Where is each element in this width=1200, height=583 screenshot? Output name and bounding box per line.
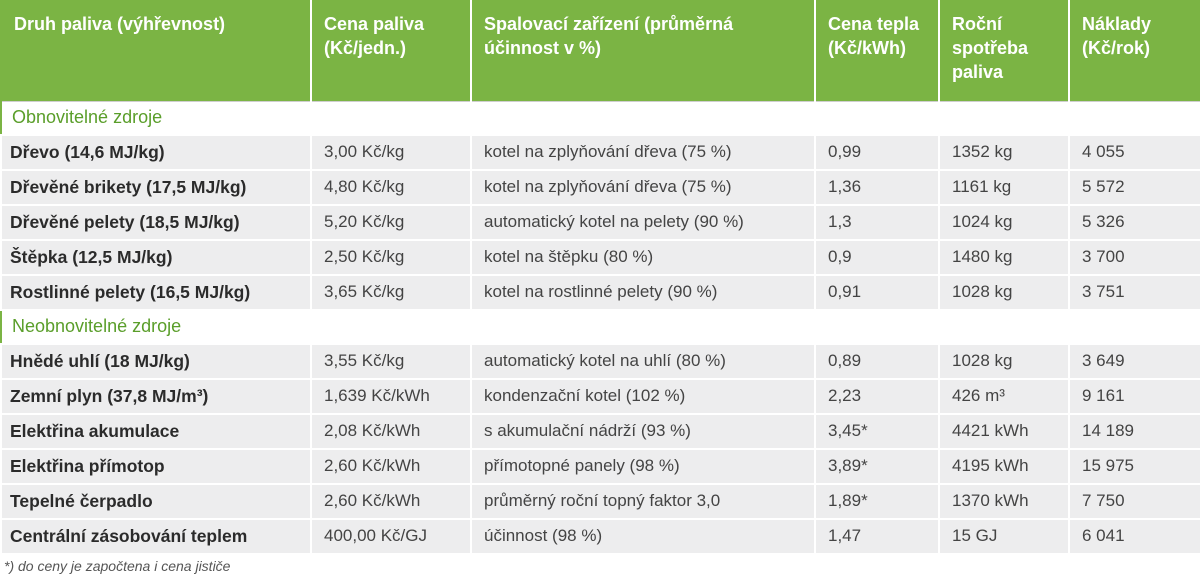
section-title: Obnovitelné zdroje <box>1 101 1200 135</box>
cell-price: 2,08 Kč/kWh <box>311 414 471 449</box>
header-heat-price: Cena tepla (Kč/kWh) <box>815 1 939 101</box>
cell-cost: 14 189 <box>1069 414 1200 449</box>
cell-consumption: 1161 kg <box>939 170 1069 205</box>
cell-device: automatický kotel na pelety (90 %) <box>471 205 815 240</box>
cell-consumption: 1028 kg <box>939 344 1069 379</box>
cell-fuel: Dřevěné brikety (17,5 MJ/kg) <box>1 170 311 205</box>
cell-fuel: Dřevo (14,6 MJ/kg) <box>1 135 311 170</box>
cell-cost: 5 572 <box>1069 170 1200 205</box>
header-cost: Náklady (Kč/rok) <box>1069 1 1200 101</box>
cell-price: 5,20 Kč/kg <box>311 205 471 240</box>
cell-cost: 5 326 <box>1069 205 1200 240</box>
cell-price: 2,50 Kč/kg <box>311 240 471 275</box>
table-row <box>1 275 1200 310</box>
table-row <box>1 205 1200 240</box>
cell-price: 1,639 Kč/kWh <box>311 379 471 414</box>
cell-device: účinnost (98 %) <box>471 519 815 554</box>
cell-fuel: Elektřina akumulace <box>1 414 311 449</box>
cell-consumption: 1024 kg <box>939 205 1069 240</box>
cell-cost: 3 751 <box>1069 275 1200 310</box>
cell-heat-price: 0,99 <box>815 135 939 170</box>
cell-cost: 3 700 <box>1069 240 1200 275</box>
cell-device: přímotopné panely (98 %) <box>471 449 815 484</box>
cell-consumption: 1028 kg <box>939 275 1069 310</box>
cell-device: automatický kotel na uhlí (80 %) <box>471 344 815 379</box>
table-row <box>1 449 1200 484</box>
header-price: Cena paliva (Kč/jedn.) <box>311 1 471 101</box>
cell-fuel: Elektřina přímotop <box>1 449 311 484</box>
cell-fuel: Hnědé uhlí (18 MJ/kg) <box>1 344 311 379</box>
cell-cost: 3 649 <box>1069 344 1200 379</box>
cell-price: 2,60 Kč/kWh <box>311 484 471 519</box>
table-row <box>1 344 1200 379</box>
cell-fuel: Dřevěné pelety (18,5 MJ/kg) <box>1 205 311 240</box>
table-row <box>1 414 1200 449</box>
table-header <box>1 1 1200 101</box>
cell-cost: 9 161 <box>1069 379 1200 414</box>
cell-heat-price: 1,36 <box>815 170 939 205</box>
header-fuel: Druh paliva (výhřevnost) <box>1 1 311 101</box>
section-title: Neobnovitelné zdroje <box>1 310 1200 344</box>
cell-consumption: 1480 kg <box>939 240 1069 275</box>
cell-fuel: Tepelné čerpadlo <box>1 484 311 519</box>
cell-consumption: 426 m³ <box>939 379 1069 414</box>
cell-consumption: 4195 kWh <box>939 449 1069 484</box>
cell-device: kotel na rostlinné pelety (90 %) <box>471 275 815 310</box>
table-row <box>1 379 1200 414</box>
table-row <box>1 519 1200 554</box>
cell-cost: 4 055 <box>1069 135 1200 170</box>
cell-fuel: Štěpka (12,5 MJ/kg) <box>1 240 311 275</box>
table-row <box>1 240 1200 275</box>
cell-consumption: 1352 kg <box>939 135 1069 170</box>
cell-heat-price: 0,89 <box>815 344 939 379</box>
cell-heat-price: 2,23 <box>815 379 939 414</box>
cell-cost: 15 975 <box>1069 449 1200 484</box>
cell-fuel: Centrální zásobování teplem <box>1 519 311 554</box>
cell-heat-price: 3,89* <box>815 449 939 484</box>
cell-price: 3,55 Kč/kg <box>311 344 471 379</box>
cell-heat-price: 0,91 <box>815 275 939 310</box>
cell-price: 2,60 Kč/kWh <box>311 449 471 484</box>
cell-heat-price: 0,9 <box>815 240 939 275</box>
table-row <box>1 170 1200 205</box>
header-device: Spalovací zařízení (průměrná účinnost v %) <box>471 1 815 101</box>
cell-fuel: Rostlinné pelety (16,5 MJ/kg) <box>1 275 311 310</box>
table-row <box>1 135 1200 170</box>
cell-device: kondenzační kotel (102 %) <box>471 379 815 414</box>
cell-price: 3,65 Kč/kg <box>311 275 471 310</box>
cell-device: průměrný roční topný faktor 3,0 <box>471 484 815 519</box>
cell-heat-price: 1,3 <box>815 205 939 240</box>
cell-device: kotel na zplyňování dřeva (75 %) <box>471 170 815 205</box>
header-row <box>1 1 1200 101</box>
cell-consumption: 1370 kWh <box>939 484 1069 519</box>
cell-consumption: 15 GJ <box>939 519 1069 554</box>
cell-price: 4,80 Kč/kg <box>311 170 471 205</box>
cell-device: s akumulační nádrží (93 %) <box>471 414 815 449</box>
section-row <box>1 310 1200 344</box>
cell-heat-price: 3,45* <box>815 414 939 449</box>
cell-price: 3,00 Kč/kg <box>311 135 471 170</box>
cell-cost: 6 041 <box>1069 519 1200 554</box>
cell-price: 400,00 Kč/GJ <box>311 519 471 554</box>
footnote: *) do ceny je započtena i cena jističe <box>4 558 231 574</box>
cell-consumption: 4421 kWh <box>939 414 1069 449</box>
cell-cost: 7 750 <box>1069 484 1200 519</box>
table-body <box>1 101 1200 554</box>
section-row <box>1 101 1200 135</box>
cell-device: kotel na štěpku (80 %) <box>471 240 815 275</box>
header-consumption: Roční spotřeba paliva <box>939 1 1069 101</box>
cell-heat-price: 1,89* <box>815 484 939 519</box>
cell-heat-price: 1,47 <box>815 519 939 554</box>
cell-fuel: Zemní plyn (37,8 MJ/m³) <box>1 379 311 414</box>
cell-device: kotel na zplyňování dřeva (75 %) <box>471 135 815 170</box>
table-row <box>1 484 1200 519</box>
